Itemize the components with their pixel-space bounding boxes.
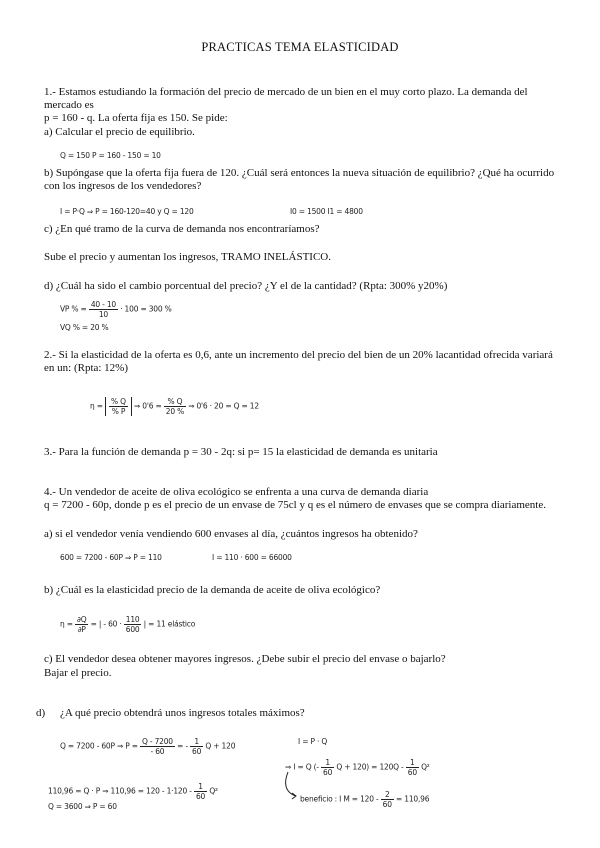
q4-a-handwritten-1: 600 = 7200 - 60P ⇒ P = 110 <box>60 553 162 562</box>
q4-d-handwritten-benefit: beneficio : I M = 120 - $\frac{2}{60}$ = 110,96 <box>300 790 430 809</box>
q1-item-d: d) ¿Cuál ha sido el cambio porcentual del precio? ¿Y el de la cantidad? (Rpta: 300% y20%) <box>44 280 448 292</box>
q2-text: 2.- Si la elasticidad de la oferta es 0,6, ante un incremento del precio del bien de un 20% lacantidad ofrecida variará en un: (Rpta: 12%) <box>44 349 553 374</box>
q1-intro: 1.- Estamos estudiando la formación del precio de mercado de un bien en el muy corto plazo. La demanda del mercado es <box>44 86 528 111</box>
q1-b-handwritten-1: I = P·Q ⇒ P = 160-120=40 y Q = 120 <box>60 207 194 216</box>
curved-arrow-icon <box>282 770 302 800</box>
page-title: PRACTICAS TEMA ELASTICIDAD <box>201 40 399 54</box>
q4-a-handwritten-2: I = 110 · 600 = 66000 <box>212 553 292 562</box>
q1-d-handwritten-vq: VQ % = 20 % <box>60 323 109 332</box>
q4-d-handwritten-solution: Q = 3600 ⇒ P = 60 <box>48 802 117 811</box>
q4-d-handwritten-income: I = P · Q <box>298 737 328 746</box>
q4-c-answer: Bajar el precio. <box>44 667 112 679</box>
q4-item-a: a) si el vendedor venía vendiendo 600 envases al día, ¿cuántos ingresos ha obtenido? <box>44 528 418 540</box>
q1-c-answer: Sube el precio y aumentan los ingresos, TRAMO INELÁSTICO. <box>44 251 331 263</box>
q1-d-handwritten-vp: VP % = $\frac{40 - 10}{10}$ · 100 = 300 % <box>60 300 172 319</box>
q4-d-handwritten-price: Q = 7200 - 60P ⇒ P = $\frac{Q - 7200}{- 60}$ = - $\frac{1}{60}$ Q + 120 <box>60 737 236 756</box>
q4-intro-2: q = 7200 - 60p, donde p es el precio de un envase de 75cl y q es el número de envases que se compra diariamente. <box>44 499 546 511</box>
q1-item-a: a) Calcular el precio de equilibrio. <box>44 126 195 138</box>
q4-item-d: ¿A qué precio obtendrá unos ingresos totales máximos? <box>60 707 305 719</box>
q1-item-b: b) Supóngase que la oferta fija fuera de 120. ¿Cuál será entonces la nueva situación de equilibrio? ¿Qué ha ocurrido con los ingresos de los vendedores? <box>44 167 555 192</box>
q4-b-handwritten: η = $\frac{\partial Q}{\partial P}$ = | - 60 · $\frac{110}{600}$ | = 11 elástico <box>60 615 196 634</box>
q3-text: 3.- Para la función de demanda p = 30 - 2q: si p= 15 la elasticidad de demanda es unitaria <box>44 446 438 458</box>
q4-item-c: c) El vendedor desea obtener mayores ingresos. ¿Debe subir el precio del envase o bajarlo? <box>44 653 446 665</box>
q1-demand-line: p = 160 - q. La oferta fija es 150. Se pide: <box>44 112 228 124</box>
q1-a-handwritten: Q = 150 P = 160 - 150 = 10 <box>60 151 161 160</box>
q4-intro-1: 4.- Un vendedor de aceite de oliva ecológico se enfrenta a una curva de demanda diaria <box>44 486 429 498</box>
q1-d-fraction: $\frac{40 - 10}{10}$ <box>90 300 116 319</box>
q1-item-c: c) ¿En qué tramo de la curva de demanda nos encontraríamos? <box>44 223 320 235</box>
q4-item-d-label: d) <box>36 707 46 719</box>
q4-item-b: b) ¿Cuál es la elasticidad precio de la demanda de aceite de oliva ecológico? <box>44 584 381 596</box>
q4-d-handwritten-income-expansion: ⇒ I = Q (- $\frac{1}{60}$ Q + 120) = 120Q - $\frac{1}{60}$ Q² <box>285 758 430 777</box>
q4-d-handwritten-derivation: 110,96 = Q · P ⇒ 110,96 = 120 - 1·120 - $\frac{1}{60}$ Q² <box>48 782 218 801</box>
q1-b-handwritten-2: I0 = 1500 I1 = 4800 <box>290 207 363 216</box>
q2-handwritten: η = $\frac{\% Q}{\% P}$ ⇒ 0'6 = $\frac{\% Q}{20 \%}$ ⇒ 0'6 · 20 = Q = 12 <box>90 397 259 416</box>
